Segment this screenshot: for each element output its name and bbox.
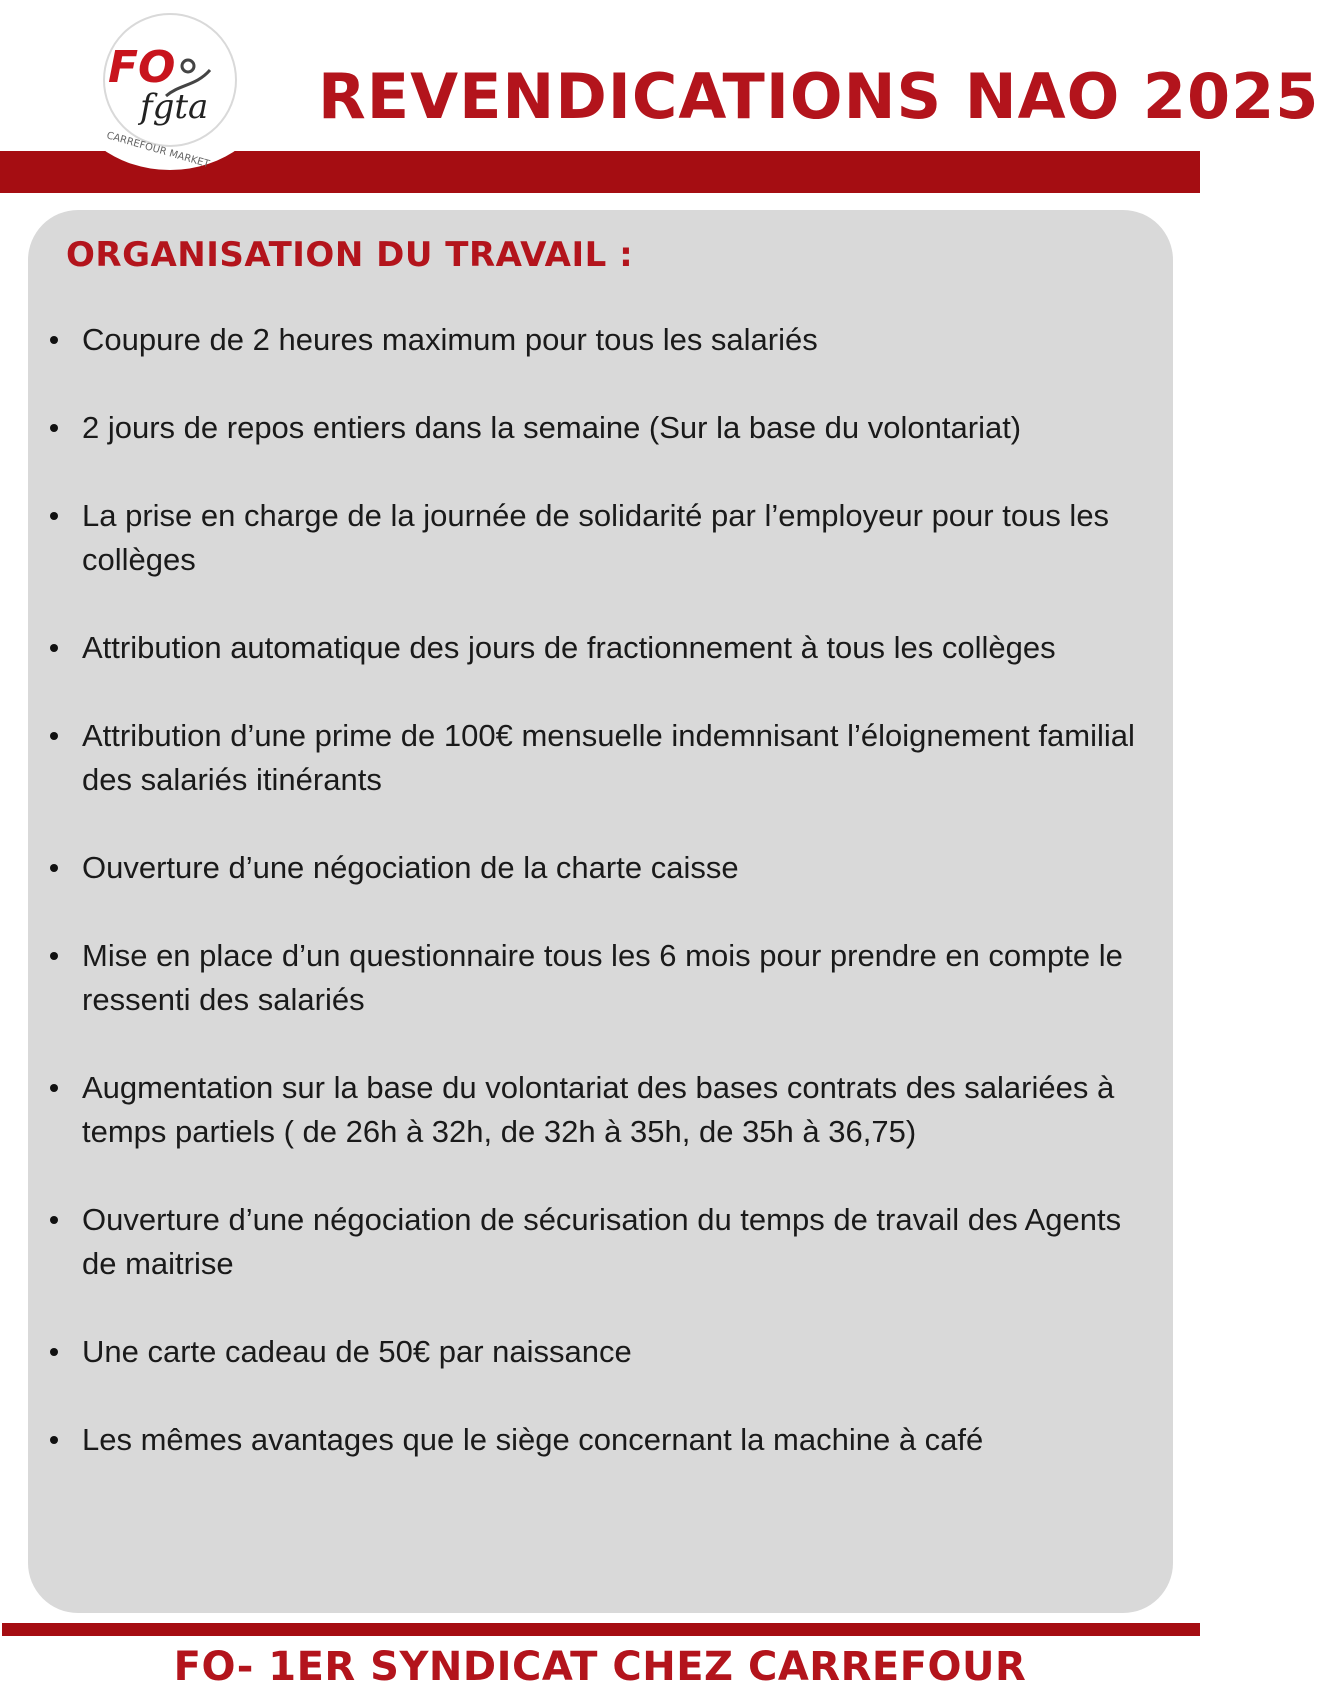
list-item: Attribution automatique des jours de fractionnement à tous les collèges bbox=[28, 626, 1173, 670]
logo-fo-text: FO bbox=[108, 42, 176, 93]
list-item: Mise en place d’un questionnaire tous les 6 mois pour prendre en compte le ressenti des salariés bbox=[28, 934, 1173, 1022]
logo-store-text: CARREFOUR MARKET bbox=[105, 130, 211, 171]
content-panel bbox=[28, 210, 1173, 1613]
list-item: Les mêmes avantages que le siège concernant la machine à café bbox=[28, 1418, 1173, 1462]
demands-list bbox=[28, 318, 1173, 1506]
footer-slogan: FO- 1ER SYNDICAT CHEZ CARREFOUR bbox=[173, 1644, 1027, 1690]
section-title: ORGANISATION DU TRAVAIL : bbox=[66, 235, 634, 275]
list-item: Coupure de 2 heures maximum pour tous les salariés bbox=[28, 318, 1173, 362]
list-item: Ouverture d’une négociation de la charte caisse bbox=[28, 846, 1173, 890]
fo-fgta-logo bbox=[70, 10, 270, 170]
page-title: REVENDICATIONS NAO 2025 bbox=[318, 60, 1319, 133]
list-item: 2 jours de repos entiers dans la semaine (Sur la base du volontariat) bbox=[28, 406, 1173, 450]
list-item: Ouverture d’une négociation de sécurisation du temps de travail des Agents de maitrise bbox=[28, 1198, 1173, 1286]
list-item: Attribution d’une prime de 100€ mensuelle indemnisant l’éloignement familial des salariés itinérants bbox=[28, 714, 1173, 802]
list-item: Une carte cadeau de 50€ par naissance bbox=[28, 1330, 1173, 1374]
list-item: La prise en charge de la journée de solidarité par l’employeur pour tous les collèges bbox=[28, 494, 1173, 582]
footer-band bbox=[2, 1623, 1200, 1636]
logo-fgta-text: fgta bbox=[140, 87, 209, 127]
list-item: Augmentation sur la base du volontariat des bases contrats des salariées à temps partiels ( de 26h à 32h, de 32h à 35h, de 35h à 36,75) bbox=[28, 1066, 1173, 1154]
